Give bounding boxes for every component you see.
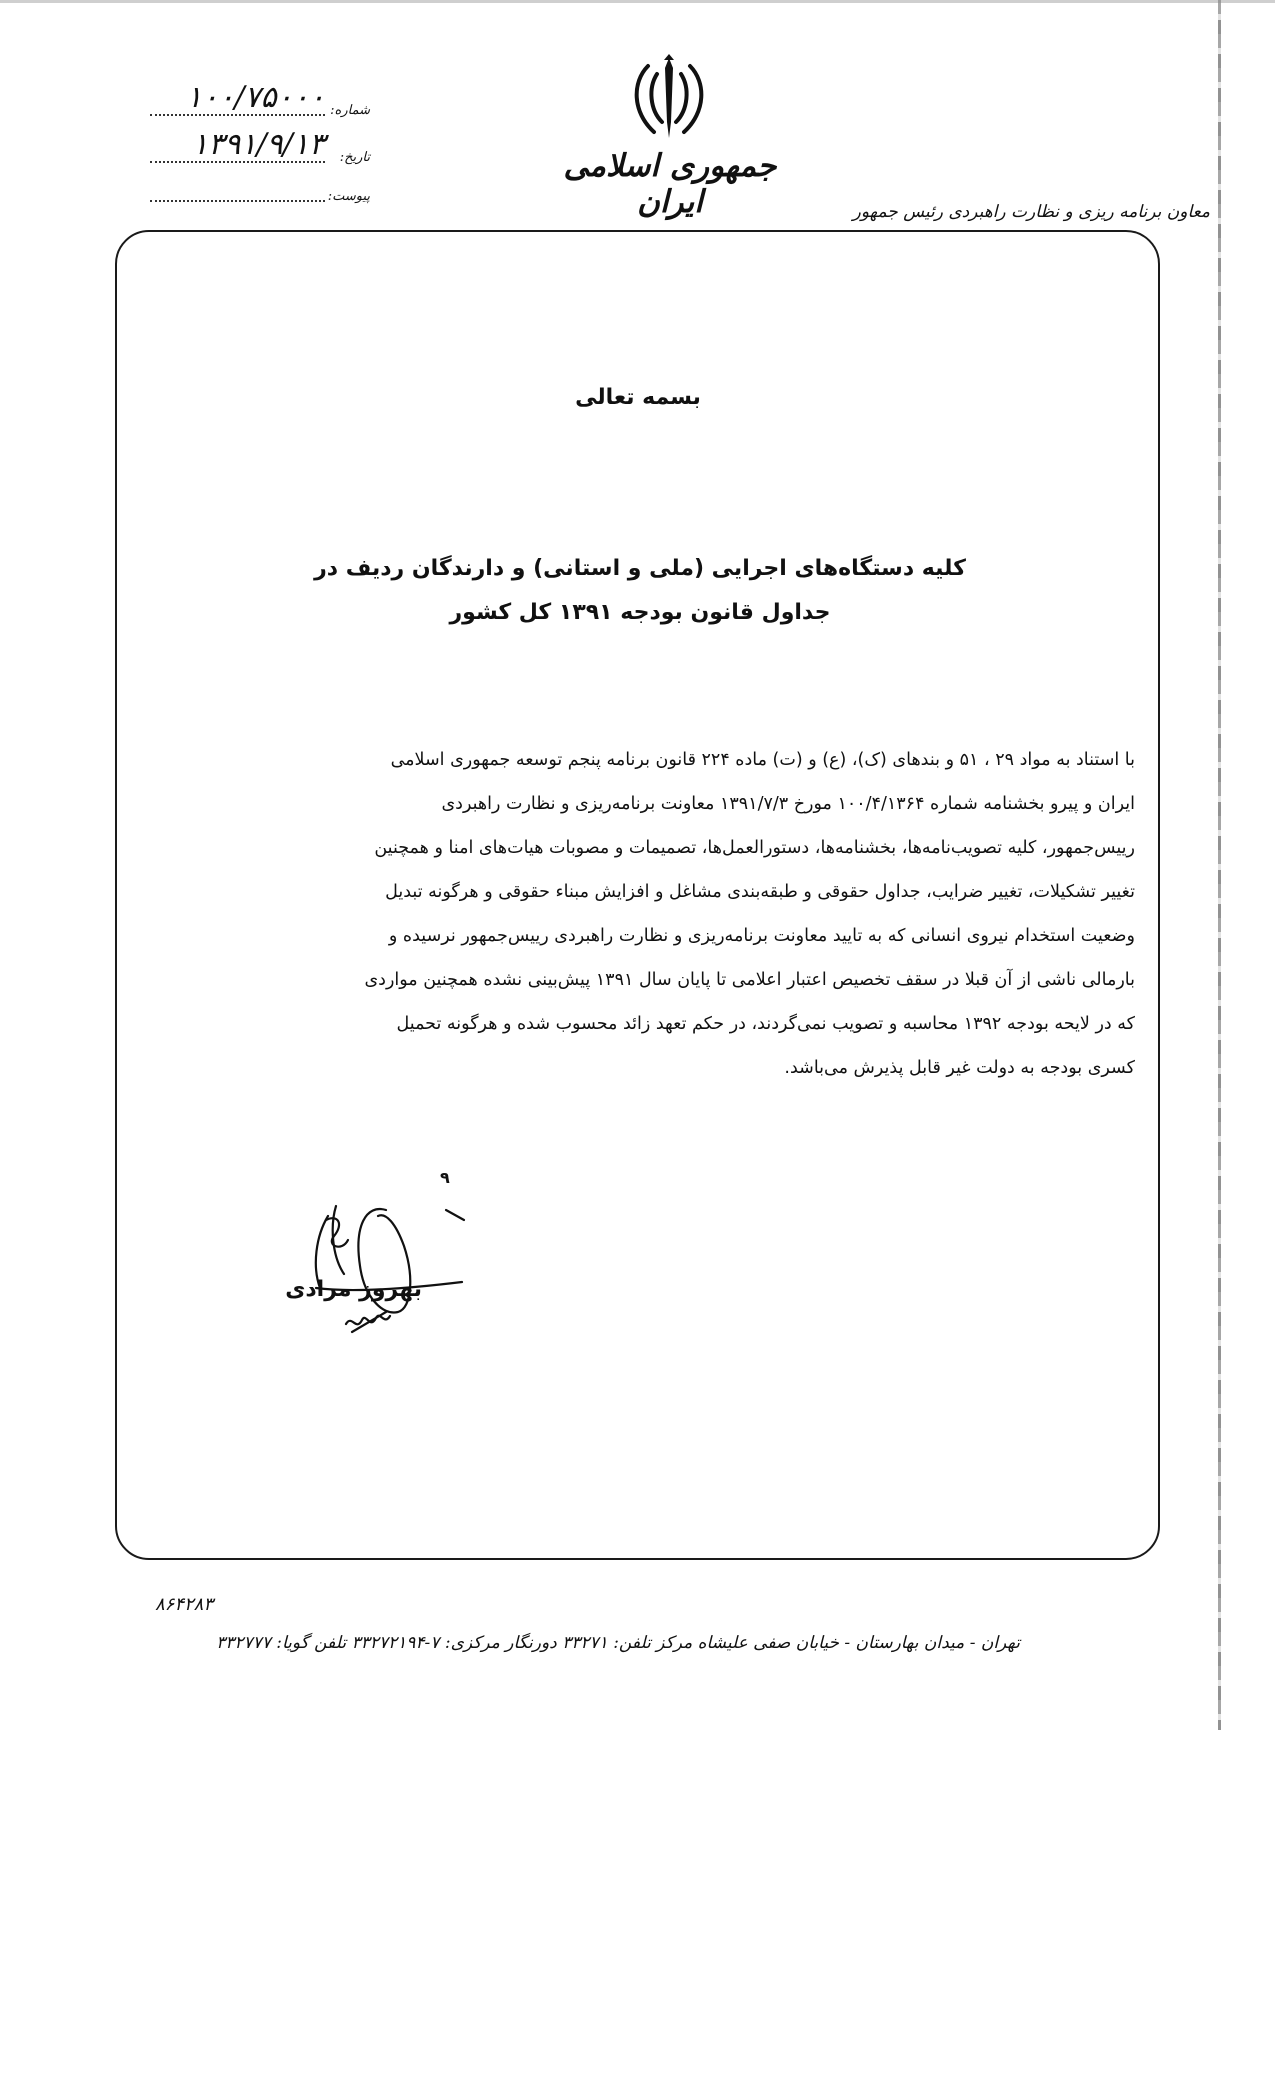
letter-number-field	[150, 80, 370, 120]
body-line: با استناد به مواد ۲۹ ، ۵۱ و بندهای (ک)، (ع) و (ت) ماده ۲۲۴ قانون برنامه پنجم توسعه جمهوری اسلامی	[390, 750, 1135, 770]
attachment-field	[150, 182, 370, 206]
scan-top-edge	[0, 0, 1275, 3]
letter-number: ۱۰۰/۷۵۰۰۰	[185, 80, 325, 115]
signer-name: بهروز مرادی	[285, 1277, 422, 1302]
date-label: تاریخ:	[339, 150, 370, 165]
iran-emblem-icon	[626, 52, 712, 144]
invocation: بسمه تعالی	[575, 385, 701, 410]
letter-body	[315, 738, 1135, 1090]
document-id: ۸۶۴۲۸۳	[155, 1594, 214, 1615]
signature-icon	[286, 1196, 476, 1356]
republic-name: جمهوری اسلامی ایران	[563, 148, 777, 220]
number-label: شماره:	[330, 103, 370, 118]
body-line: ایران و پیرو بخشنامه شماره ۱۰۰/۴/۱۳۶۴ مورخ ۱۳۹۱/۷/۳ معاونت برنامه‌ریزی و نظارت راهبردی	[441, 794, 1135, 814]
attachment-label: پیوست:	[327, 189, 370, 204]
recipient-line: کلیه دستگاه‌های اجرایی (ملی و استانی) و دارندگان ردیف در	[314, 556, 966, 581]
deputy-title: معاون برنامه ریزی و نظارت راهبردی رئیس جمهور	[852, 202, 1210, 222]
body-line: رییس‌جمهور، کلیه تصویب‌نامه‌ها، بخشنامه‌ها، دستورالعمل‌ها، تصمیمات و مصوبات هیات‌های امنا و همچنین	[374, 838, 1135, 858]
scan-right-edge	[1218, 0, 1221, 1730]
body-line: کسری بودجه به دولت غیر قابل پذیرش می‌باشد.	[784, 1058, 1135, 1078]
letter-date-field	[150, 127, 370, 167]
recipient-line: جداول قانون بودجه ۱۳۹۱ کل کشور	[449, 600, 831, 625]
body-line: که در لایحه بودجه ۱۳۹۲ محاسبه و تصویب نمی‌گردند، در حکم تعهد زائد محسوب شده و هرگونه تحمیل	[396, 1014, 1135, 1034]
body-line: وضعیت استخدام نیروی انسانی که به تایید معاونت برنامه‌ریزی و نظارت راهبردی رییس‌جمهور نرسیده و	[388, 926, 1135, 946]
body-line: تغییر تشکیلات، تغییر ضرایب، جداول حقوقی و طبقه‌بندی مشاغل و افزایش مبناء حقوقی و هرگونه تبدیل	[385, 882, 1135, 902]
footer-address: تهران - میدان بهارستان - خیابان صفی علیشاه مرکز تلفن: ۳۳۲۷۱ دورنگار مرکزی: ۷-۳۳۲۷۲۱۹۴ تلفن گویا: ۳۳۲۷۷۷	[216, 1633, 1020, 1653]
dotted-line	[150, 114, 325, 116]
dotted-line	[150, 161, 325, 163]
dotted-line	[150, 200, 325, 202]
letter-date: ۱۳۹۱/۹/۱۳	[191, 127, 325, 162]
stray-mark: ۹	[440, 1168, 450, 1187]
body-line: بارمالی ناشی از آن قبلا در سقف تخصیص اعتبار اعلامی تا پایان سال ۱۳۹۱ پیش‌بینی نشده همچنین مواردی	[364, 970, 1135, 990]
